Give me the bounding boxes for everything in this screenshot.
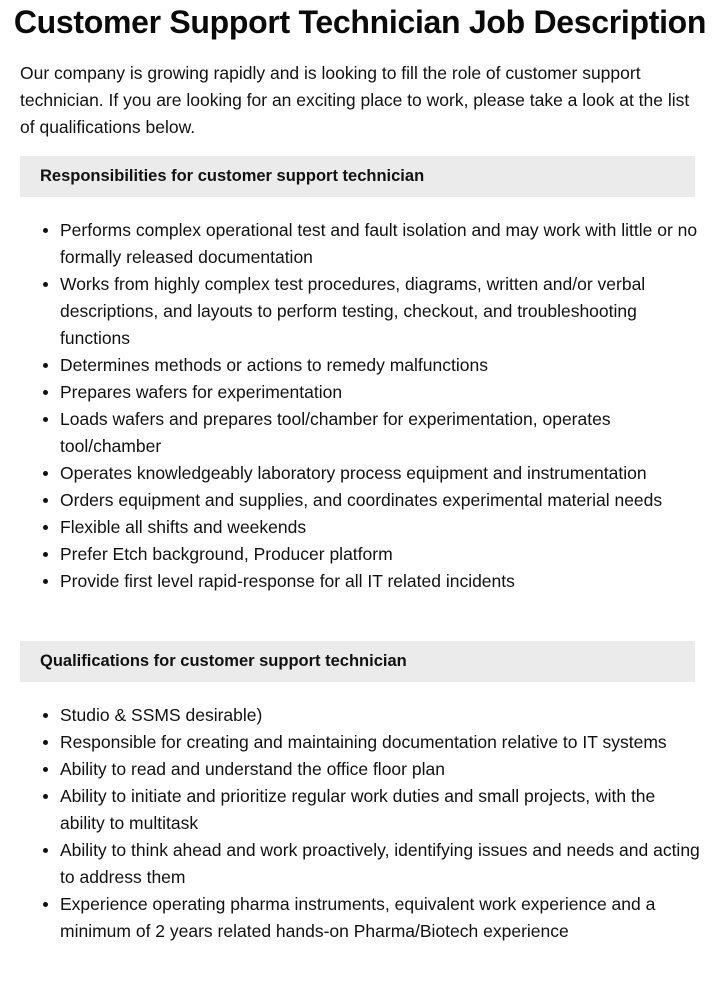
bullet-icon (43, 525, 48, 530)
bullet-icon (43, 848, 48, 853)
list-item (60, 756, 700, 783)
qualifications-list (20, 702, 700, 945)
list-item-text: Prepares wafers for experimentation (60, 382, 343, 402)
bullet-icon (43, 282, 48, 287)
bullet-icon (43, 579, 48, 584)
list-item-text: Works from highly complex test procedures, diagrams, written and/or verbal descriptions, and layouts to perform testing, checkout, and troubleshooting functions (60, 274, 646, 348)
list-item-text: Experience operating pharma instruments, equivalent work experience and a minimum of 2 years related hands-on Pharma/Biotech experience (60, 894, 656, 941)
list-item-text: Provide first level rapid-response for all IT related incidents (60, 571, 515, 591)
bullet-icon (43, 767, 48, 772)
list-item (60, 271, 700, 352)
bullet-icon (43, 363, 48, 368)
list-item (60, 783, 700, 837)
list-item-text: Responsible for creating and maintaining documentation relative to IT systems (60, 732, 667, 752)
intro-paragraph: Our company is growing rapidly and is looking to fill the role of customer support technician. If you are looking for an exciting place to work, please take a look at the list of qualifications below. (20, 63, 690, 137)
list-item (60, 379, 700, 406)
list-item-text: Ability to read and understand the office floor plan (60, 759, 445, 779)
list-item-text: Flexible all shifts and weekends (60, 517, 307, 537)
bullet-icon (43, 471, 48, 476)
qualifications-heading: Qualifications for customer support technician (20, 641, 695, 682)
bullet-icon (43, 713, 48, 718)
list-item-text: Performs complex operational test and fault isolation and may work with little or no formally released documentation (60, 220, 698, 267)
list-item (60, 541, 700, 568)
list-item-text: Loads wafers and prepares tool/chamber for experimentation, operates tool/chamber (60, 409, 611, 456)
list-item (60, 891, 700, 945)
list-item (60, 729, 700, 756)
list-item (60, 406, 700, 460)
list-item (60, 568, 700, 595)
list-item (60, 514, 700, 541)
list-item (60, 460, 700, 487)
list-item-text: Ability to initiate and prioritize regular work duties and small projects, with the ability to multitask (60, 786, 656, 833)
bullet-icon (43, 740, 48, 745)
page-title: Customer Support Technician Job Description (13, 4, 707, 40)
list-item-text: Ability to think ahead and work proactively, identifying issues and needs and acting to address them (60, 840, 700, 887)
list-item-text: Prefer Etch background, Producer platform (60, 544, 393, 564)
list-item-text: Operates knowledgeably laboratory process equipment and instrumentation (60, 463, 647, 483)
list-item-text: Studio & SSMS desirable) (60, 705, 263, 725)
list-item (60, 837, 700, 891)
bullet-icon (43, 390, 48, 395)
bullet-icon (43, 794, 48, 799)
list-item (60, 352, 700, 379)
bullet-icon (43, 498, 48, 503)
list-item (60, 217, 700, 271)
bullet-icon (43, 902, 48, 907)
bullet-icon (43, 417, 48, 422)
list-item-text: Orders equipment and supplies, and coordinates experimental material needs (60, 490, 663, 510)
list-item-text: Determines methods or actions to remedy malfunctions (60, 355, 488, 375)
bullet-icon (43, 228, 48, 233)
responsibilities-heading: Responsibilities for customer support technician (20, 156, 695, 197)
list-item (60, 702, 700, 729)
responsibilities-list (20, 217, 700, 595)
list-item (60, 487, 700, 514)
bullet-icon (43, 552, 48, 557)
